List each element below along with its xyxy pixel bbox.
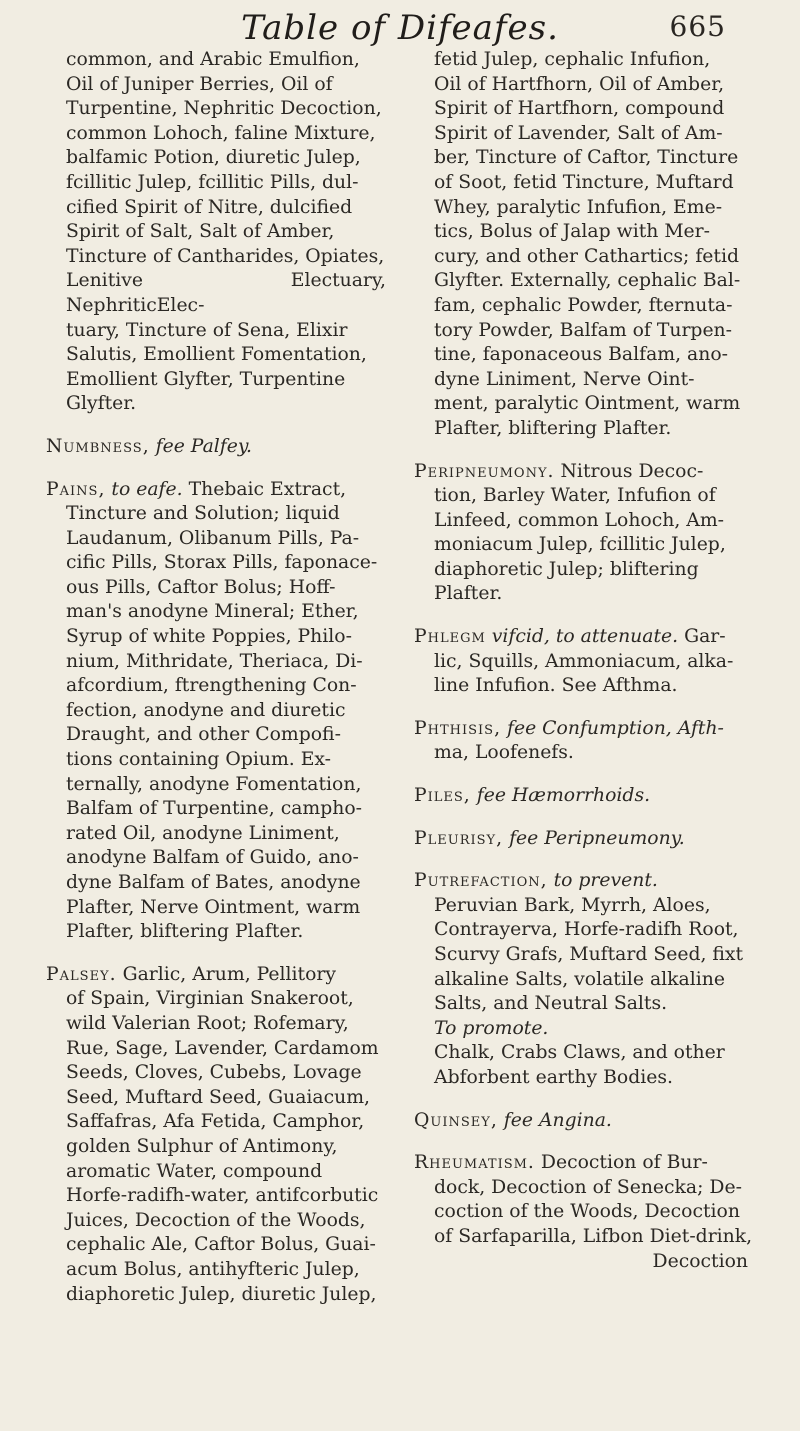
text-line: tion, Barley Water, Infufion of <box>434 485 716 507</box>
text-line: cific Pills, Storax Pills, faponace- <box>66 552 378 574</box>
text-line: Oil of Juniper Berries, Oil of <box>66 73 333 95</box>
entry-phthisis <box>414 717 754 766</box>
cross-reference: vifcid, to attenuate. <box>491 626 679 648</box>
cross-reference: fee Palfey. <box>155 435 252 457</box>
text-line: of Sarfaparilla, Lifbon Diet-drink, <box>434 1225 753 1247</box>
text-line: dyne Liniment, Nerve Oint- <box>434 368 695 390</box>
text-line: Juices, Decoction of the Woods, <box>66 1209 366 1231</box>
text-line: Lenitive Electuary, NephriticElec- <box>66 270 386 316</box>
entry-pains <box>46 478 386 945</box>
text-line: Salts, and Neutral Salts. <box>434 993 668 1015</box>
text-line: wild Valerian Root; Rofemary, <box>66 1012 349 1034</box>
text-line: diaphoretic Julep, diuretic Julep, <box>66 1283 377 1305</box>
text-line: fam, cephalic Powder, fternuta- <box>434 294 733 316</box>
entry-headword: Numbness, <box>46 435 150 457</box>
text-line: Tincture of Cantharides, Opiates, <box>66 245 385 267</box>
entry-headword: Putrefaction, <box>414 870 548 892</box>
text-line: Emollient Glyfter, Turpentine <box>66 368 346 390</box>
text-line: of Soot, fetid Tincture, Muftard <box>434 171 734 193</box>
subheading: To promote. <box>434 1017 549 1039</box>
running-head: Table of Difeafes. <box>241 8 559 48</box>
cross-reference: fee Peripneumony. <box>509 827 685 849</box>
text-line: tions containing Opium. Ex- <box>66 749 332 771</box>
entry-text: Nitrous Decoc- <box>560 460 704 482</box>
text-line: Spirit of Salt, Salt of Amber, <box>66 221 335 243</box>
text-line: fcillitic Julep, fcillitic Pills, dul- <box>66 171 359 193</box>
text-line: Turpentine, Nephritic Decoction, <box>66 98 382 120</box>
text-line: Laudanum, Olibanum Pills, Pa- <box>66 527 360 549</box>
two-column-text <box>46 48 754 1325</box>
text-line: Glyfter. Externally, cephalic Bal- <box>434 270 741 292</box>
text-line: tine, faponaceous Balfam, ano- <box>434 344 728 366</box>
entry-numbness <box>46 435 386 460</box>
text-line: Whey, paralytic Infufion, Eme- <box>434 196 723 218</box>
text-line: ber, Tincture of Caftor, Tincture <box>434 147 739 169</box>
entry-palsey <box>46 963 386 1307</box>
cross-reference: to prevent. <box>553 870 658 892</box>
text-line: nium, Mithridate, Theriaca, Di- <box>66 650 363 672</box>
entry-putrefaction <box>414 869 754 1090</box>
entry-quinsey <box>414 1109 754 1134</box>
text-line: cury, and other Cathartics; fetid <box>434 245 739 267</box>
text-line: Linfeed, common Lohoch, Am- <box>434 509 724 531</box>
entry-headword: Pains, <box>46 478 106 500</box>
text-line: ternally, anodyne Fomentation, <box>66 773 362 795</box>
text-line: aromatic Water, compound <box>66 1160 323 1182</box>
text-line: Horfe-radifh-water, antifcorbutic <box>66 1185 379 1207</box>
continuation-block <box>414 48 754 442</box>
text-line: tics, Bolus of Jalap with Mer- <box>434 221 710 243</box>
entry-headword: Phthisis, <box>414 717 502 739</box>
text-line: tory Powder, Balfam of Turpen- <box>434 319 733 341</box>
text-line: Plafter. <box>434 583 503 605</box>
text-line: dock, Decoction of Senecka; De- <box>434 1176 742 1198</box>
text-line: common, and Arabic Emulfion, <box>66 49 360 70</box>
text-line: cified Spirit of Nitre, dulcified <box>66 196 353 218</box>
continuation-block <box>46 48 386 417</box>
text-line: tuary, Tincture of Sena, Elixir <box>66 319 348 341</box>
text-line: Salutis, Emollient Fomentation, <box>66 344 367 366</box>
text-line: line Infufion. See Afthma. <box>434 675 678 697</box>
text-line: anodyne Balfam of Guido, ano- <box>66 847 359 869</box>
text-line: Draught, and other Compofi- <box>66 724 341 746</box>
entry-headword: Phlegm <box>414 626 486 648</box>
text-line: dyne Balfam of Bates, anodyne <box>66 872 361 893</box>
right-column <box>414 48 754 1325</box>
entry-peripneumony <box>414 460 754 608</box>
entry-pleurisy <box>414 827 754 852</box>
cross-reference: to eafe. <box>111 478 183 500</box>
text-line: diaphoretic Julep; bliftering <box>434 558 699 580</box>
entry-piles <box>414 784 754 809</box>
text-line: Rue, Sage, Lavender, Cardamom <box>66 1037 379 1059</box>
text-line: golden Sulphur of Antimony, <box>66 1135 338 1157</box>
cross-reference: fee Confumption, Afth- <box>507 717 724 739</box>
entry-text: Thebaic Extract, <box>188 478 347 500</box>
text-line: Peruvian Bark, Myrrh, Aloes, <box>434 894 711 916</box>
cross-reference: fee Hæmorrhoids. <box>476 785 651 807</box>
cross-reference: fee Angina. <box>503 1109 612 1131</box>
text-line: fetid Julep, cephalic Infufion, <box>434 49 711 70</box>
text-line: of Spain, Virginian Snakeroot, <box>66 988 354 1010</box>
text-line: Spirit of Hartfhorn, compound <box>434 98 725 120</box>
text-line: ment, paralytic Ointment, warm <box>434 393 741 415</box>
text-line: man's anodyne Mineral; Ether, <box>66 601 359 623</box>
entry-headword: Rheumatism. <box>414 1152 535 1174</box>
text-line: Balfam of Turpentine, campho- <box>66 798 362 820</box>
text-line: Plafter, bliftering Plafter. <box>434 417 672 439</box>
text-line: Oil of Hartfhorn, Oil of Amber, <box>434 73 725 95</box>
text-line: alkaline Salts, volatile alkaline <box>434 968 725 990</box>
entry-phlegm <box>414 625 754 699</box>
text-line: coction of the Woods, Decoction <box>434 1201 740 1223</box>
text-line: Seed, Muftard Seed, Guaiacum, <box>66 1086 371 1108</box>
left-column <box>46 48 386 1325</box>
entry-text: Decoction of Bur- <box>540 1152 708 1174</box>
text-line: Chalk, Crabs Claws, and other <box>434 1042 725 1064</box>
page-number: 665 <box>669 10 726 43</box>
text-line: Scurvy Grafs, Muftard Seed, fixt <box>434 944 744 965</box>
entry-text: Garlic, Arum, Pellitory <box>122 963 337 985</box>
text-line: Plafter, Nerve Ointment, warm <box>66 896 361 918</box>
text-line: cephalic Ale, Caftor Bolus, Guai- <box>66 1234 376 1256</box>
page-header <box>46 8 754 48</box>
text-line: Contrayerva, Horfe-radifh Root, <box>434 919 739 941</box>
text-line: Saffafras, Afa Fetida, Camphor, <box>66 1111 365 1133</box>
text-line: common Lohoch, faline Mixture, <box>66 122 376 144</box>
text-line: Abforbent earthy Bodies. <box>434 1066 673 1088</box>
text-line: fection, anodyne and diuretic <box>66 699 346 721</box>
catchword: Decoction <box>652 1250 748 1272</box>
text-line: moniacum Julep, fcillitic Julep, <box>434 534 726 556</box>
entry-text: Gar- <box>684 626 726 648</box>
text-line: rated Oil, anodyne Liniment, <box>66 822 340 844</box>
text-line: Plafter, bliftering Plafter. <box>66 921 304 943</box>
entry-headword: Pleurisy, <box>414 827 504 849</box>
text-line: Seeds, Cloves, Cubebs, Lovage <box>66 1062 362 1084</box>
text-line: ous Pills, Caftor Bolus; Hoff- <box>66 576 336 598</box>
text-line: ma, Loofenefs. <box>434 742 574 764</box>
text-line: afcordium, ftrengthening Con- <box>66 675 357 697</box>
entry-rheumatism <box>414 1151 754 1274</box>
text-line: Spirit of Lavender, Salt of Am- <box>434 122 723 144</box>
entry-headword: Quinsey, <box>414 1109 498 1131</box>
text-line: Glyfter. <box>66 393 137 415</box>
text-line: lic, Squills, Ammoniacum, alka- <box>434 650 734 672</box>
entry-headword: Piles, <box>414 785 471 807</box>
entry-headword: Palsey. <box>46 963 117 985</box>
text-line: Syrup of white Poppies, Philo- <box>66 626 352 648</box>
entry-headword: Peripneumony. <box>414 460 555 482</box>
text-line: acum Bolus, antihyfteric Julep, <box>66 1258 360 1280</box>
text-line: Tincture and Solution; liquid <box>66 503 340 525</box>
text-line: balfamic Potion, diuretic Julep, <box>66 147 361 169</box>
